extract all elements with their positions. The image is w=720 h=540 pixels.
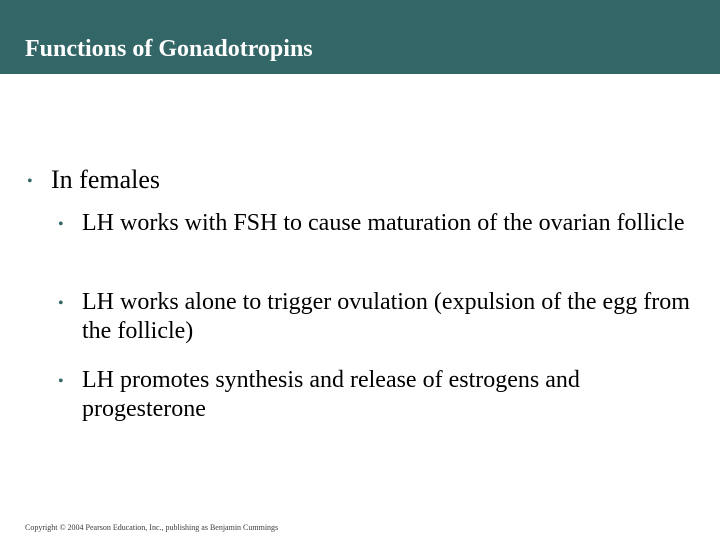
slide-title: Functions of Gonadotropins [25, 36, 313, 62]
bullet-icon: • [58, 373, 64, 390]
sub-bullet-item [58, 288, 698, 346]
sub-bullet-text: LH works with FSH to cause maturation of the ovarian follicle [82, 210, 685, 236]
sub-bullet-text: LH promotes synthesis and release of estrogens and progesterone [82, 367, 580, 422]
bullet-icon: • [58, 295, 64, 312]
sub-bullet-item [58, 366, 698, 424]
sub-bullet-item [58, 209, 698, 238]
main-bullet-text: In females [51, 165, 161, 194]
bullet-icon: • [58, 216, 64, 233]
title-bar [0, 0, 720, 74]
bullet-icon: • [27, 173, 33, 190]
sub-bullet-text: LH works alone to trigger ovulation (expulsion of the egg from the follicle) [82, 289, 690, 344]
copyright-footer: Copyright © 2004 Pearson Education, Inc., publishing as Benjamin Cummings [25, 523, 279, 532]
